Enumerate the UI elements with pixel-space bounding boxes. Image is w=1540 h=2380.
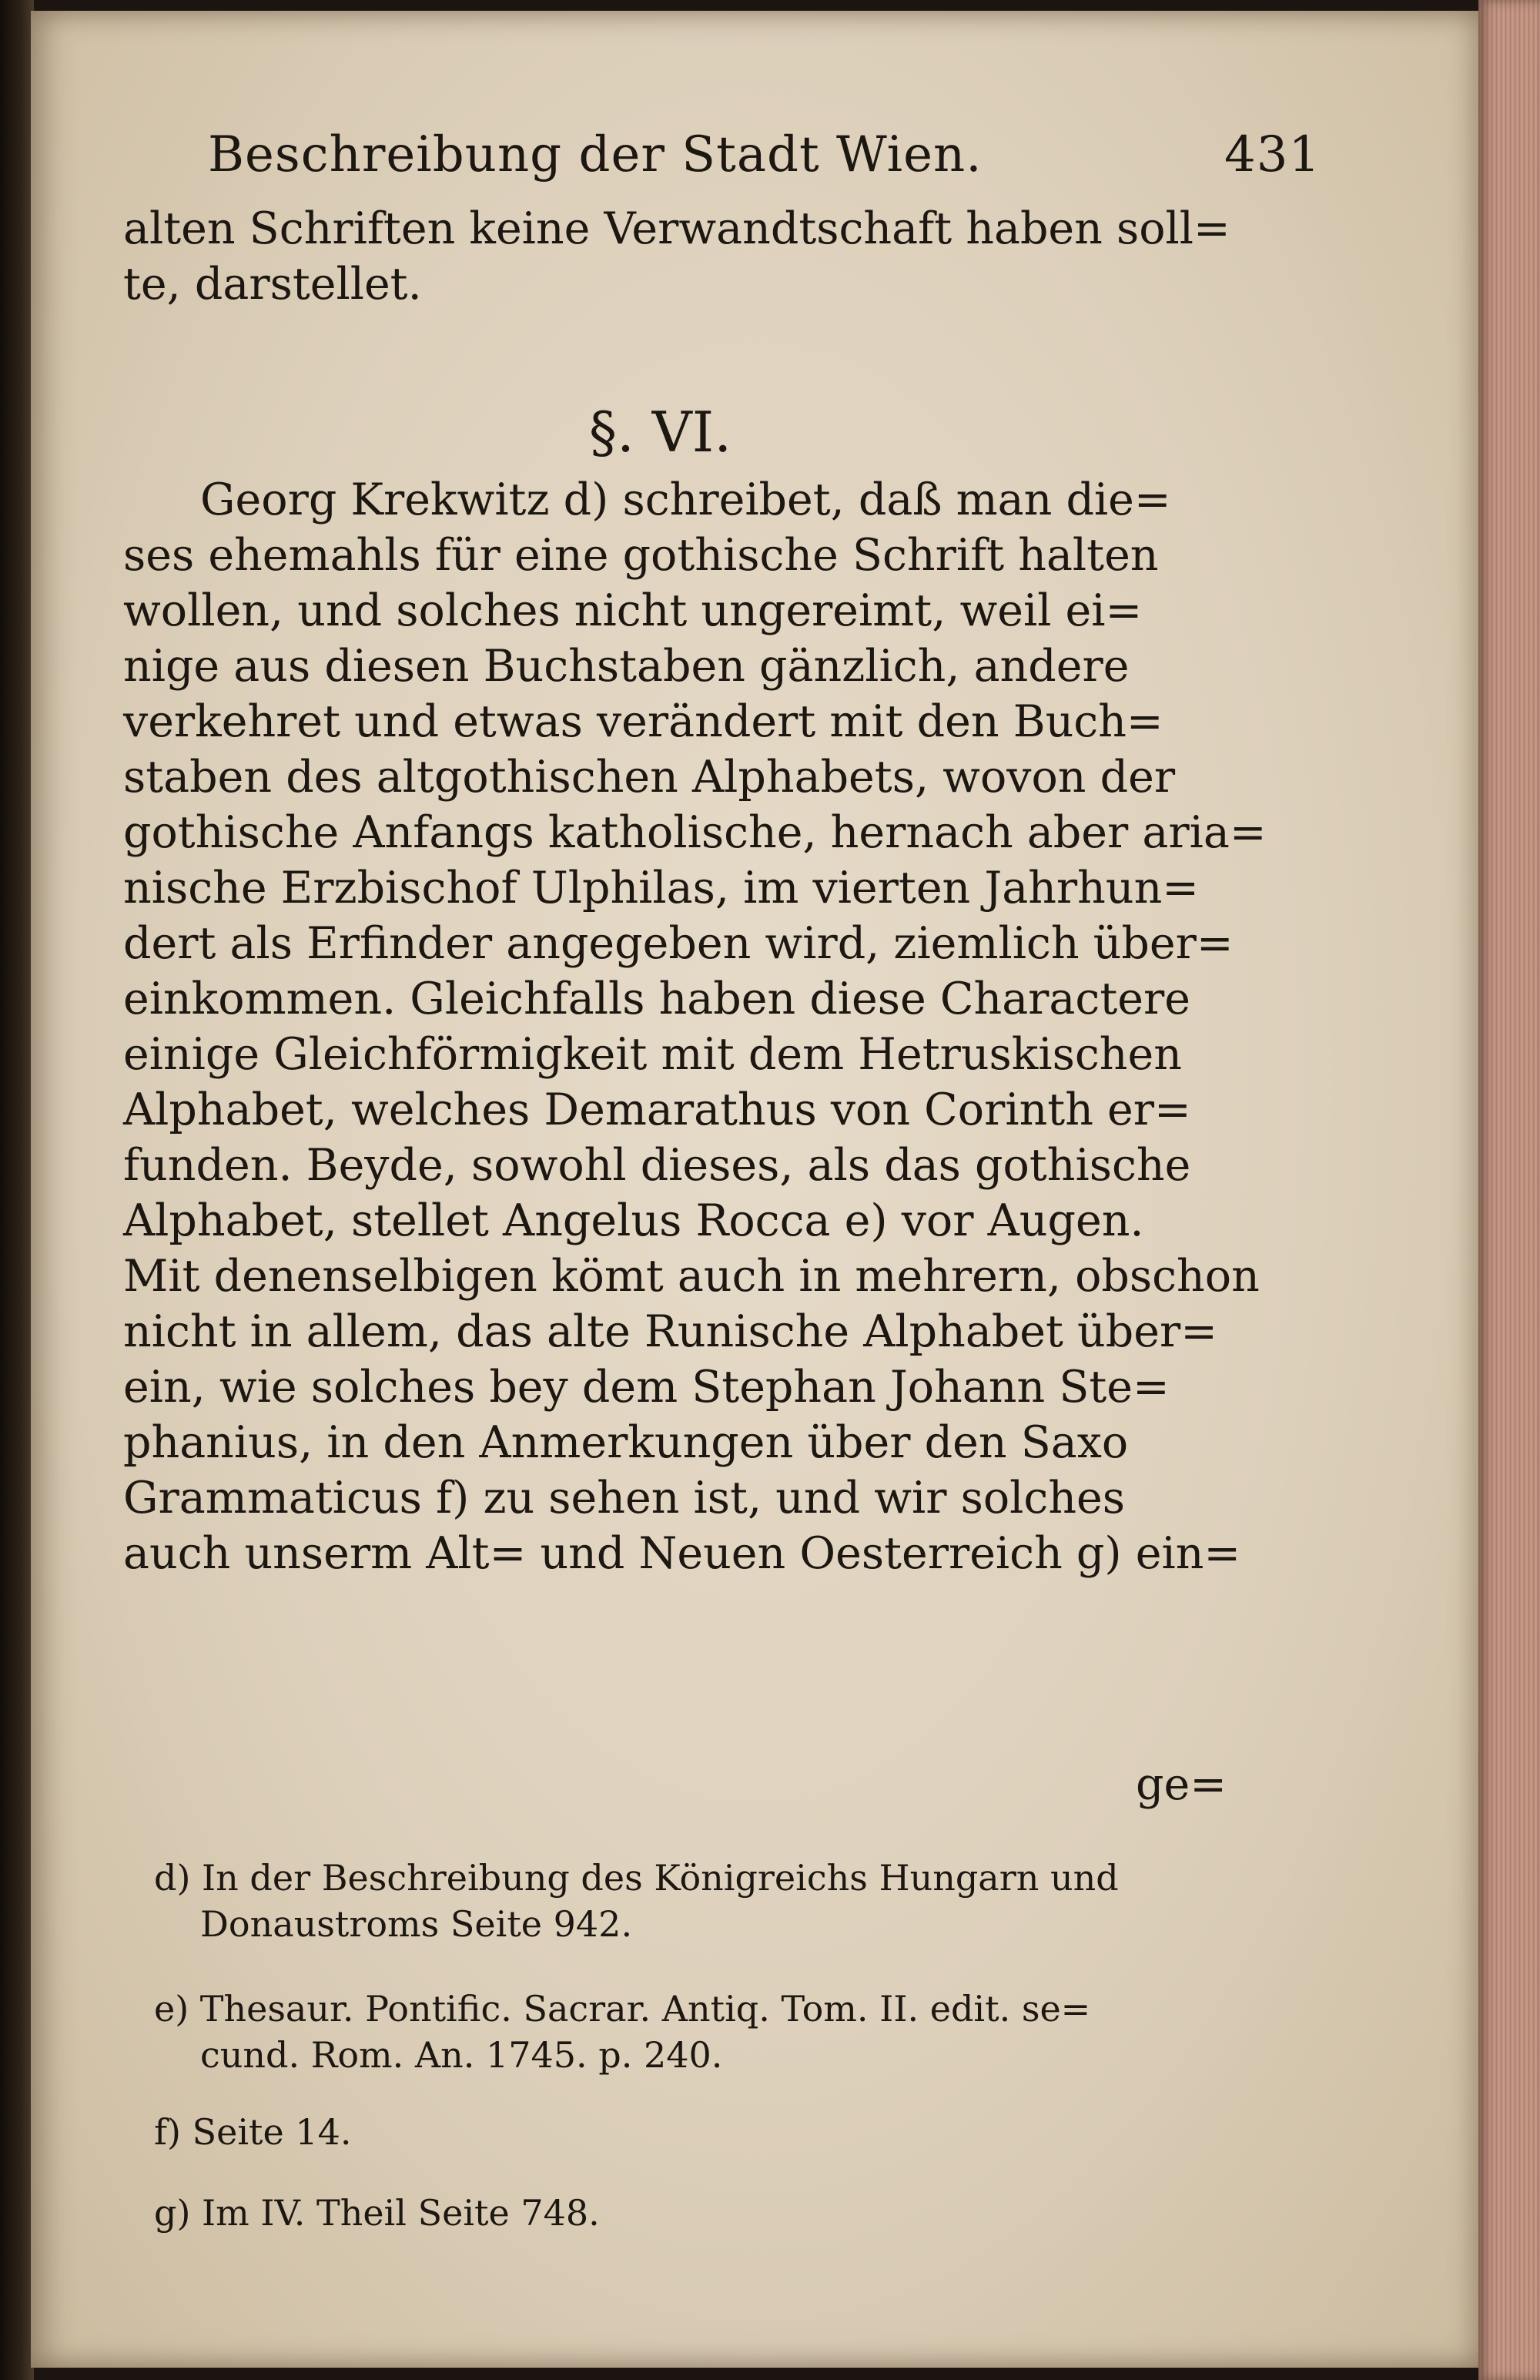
page-block-edge bbox=[1478, 0, 1540, 2380]
body-line: gothische Anfangs katholische, hernach aber aria= bbox=[123, 807, 1267, 858]
body-line: verkehret und etwas verändert mit den Buch= bbox=[123, 696, 1163, 747]
body-line: auch unserm Alt= und Neuen Oesterreich g) ein= bbox=[123, 1528, 1241, 1579]
footnote-d: d) In der Beschreibung des Königreichs Hungarn und bbox=[154, 1857, 1119, 1899]
footnote-g: g) Im IV. Theil Seite 748. bbox=[154, 2192, 600, 2234]
body-line: nige aus diesen Buchstaben gänzlich, andere bbox=[123, 641, 1130, 692]
footnote-d-continued: Donaustroms Seite 942. bbox=[200, 1903, 633, 1945]
footnote-e: e) Thesaur. Pontific. Sacrar. Antiq. Tom. II. edit. se= bbox=[154, 1988, 1091, 2030]
body-line: dert als Erfinder angegeben wird, ziemlich über= bbox=[123, 918, 1234, 969]
body-line: ses ehemahls für eine gothische Schrift halten bbox=[123, 530, 1159, 581]
book-page bbox=[31, 11, 1478, 2368]
running-head-title: Beschreibung der Stadt Wien. bbox=[208, 126, 983, 183]
body-line: phanius, in den Anmerkungen über den Saxo bbox=[123, 1417, 1129, 1468]
body-line: Georg Krekwitz d) schreibet, daß man die= bbox=[200, 474, 1171, 525]
intro-line: alten Schriften keine Verwandtschaft haben soll= bbox=[123, 203, 1230, 254]
body-line: Grammaticus f) zu sehen ist, und wir solches bbox=[123, 1473, 1126, 1524]
body-line: einige Gleichförmigkeit mit dem Hetruskischen bbox=[123, 1029, 1182, 1080]
footnote-f: f) Seite 14. bbox=[154, 2111, 352, 2153]
page-number: 431 bbox=[1224, 126, 1321, 183]
body-line: wollen, und solches nicht ungereimt, weil ei= bbox=[123, 585, 1143, 636]
body-line: Alphabet, stellet Angelus Rocca e) vor Augen. bbox=[123, 1195, 1144, 1246]
body-line: funden. Beyde, sowohl dieses, als das gothische bbox=[123, 1140, 1191, 1191]
book-gutter bbox=[0, 0, 34, 2380]
body-line: einkommen. Gleichfalls haben diese Charactere bbox=[123, 974, 1190, 1024]
intro-line: te, darstellet. bbox=[123, 259, 422, 310]
body-line: Alphabet, welches Demarathus von Corinth er= bbox=[123, 1084, 1191, 1135]
catchword: ge= bbox=[1136, 1759, 1227, 1810]
body-line: Mit denenselbigen kömt auch in mehrern, obschon bbox=[123, 1251, 1260, 1302]
body-line: ein, wie solches bey dem Stephan Johann Ste= bbox=[123, 1362, 1170, 1413]
section-heading: §. VI. bbox=[589, 400, 732, 464]
body-line: nische Erzbischof Ulphilas, im vierten Jahrhun= bbox=[123, 863, 1200, 913]
footnote-e-continued: cund. Rom. An. 1745. p. 240. bbox=[200, 2034, 723, 2076]
body-line: nicht in allem, das alte Runische Alphabet über= bbox=[123, 1306, 1217, 1357]
body-line: staben des altgothischen Alphabets, wovon der bbox=[123, 752, 1176, 803]
